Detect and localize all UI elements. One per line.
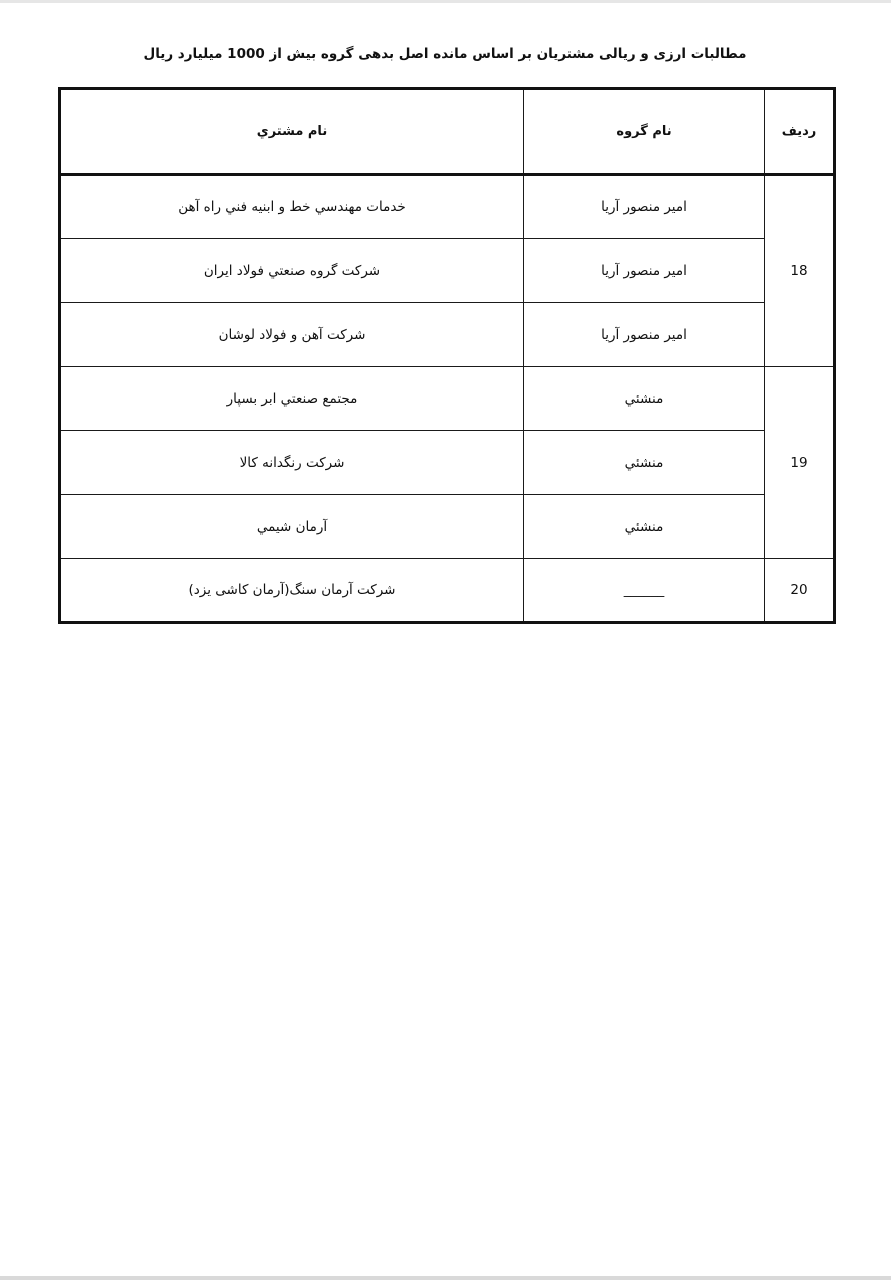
debtors-table: [58, 87, 836, 624]
header-row-number: رديف: [765, 89, 835, 175]
table-header-row: [60, 89, 835, 175]
table-row: [60, 431, 835, 495]
customer-name-cell: شرکت آرمان سنگ(آرمان کاشی یزد): [60, 559, 524, 623]
group-name-cell: امير منصور آريا: [524, 239, 765, 303]
document-title: مطالبات ارزی و ریالی مشتریان بر اساس مانده اصل بدهی گروه بیش از 1000 میلیارد ریال: [143, 46, 747, 62]
group-name-cell: امير منصور آريا: [524, 175, 765, 239]
table-row: [60, 367, 835, 431]
header-group-name: نام گروه: [524, 89, 765, 175]
row-number-cell: 20: [765, 559, 835, 623]
customer-name-cell: شركت آهن و فولاد لوشان: [60, 303, 524, 367]
group-name-cell: منشئي: [524, 431, 765, 495]
row-number-cell: 18: [765, 175, 835, 367]
header-customer-name: نام مشتري: [60, 89, 524, 175]
table-row: [60, 495, 835, 559]
table-row: [60, 559, 835, 623]
table-row: [60, 239, 835, 303]
customer-name-cell: شركت گروه صنعتي فولاد ايران: [60, 239, 524, 303]
table-row: [60, 175, 835, 239]
group-name-cell: منشئي: [524, 495, 765, 559]
group-name-cell: امير منصور آريا: [524, 303, 765, 367]
group-name-cell: منشئي: [524, 367, 765, 431]
customer-name-cell: خدمات مهندسي خط و ابنيه فني راه آهن: [60, 175, 524, 239]
customer-name-cell: آرمان شيمي: [60, 495, 524, 559]
customer-name-cell: شركت رنگدانه كالا: [60, 431, 524, 495]
group-name-cell: ______: [524, 559, 765, 623]
customer-name-cell: مجتمع صنعتي ابر بسپار: [60, 367, 524, 431]
row-number-cell: 19: [765, 367, 835, 559]
table-row: [60, 303, 835, 367]
